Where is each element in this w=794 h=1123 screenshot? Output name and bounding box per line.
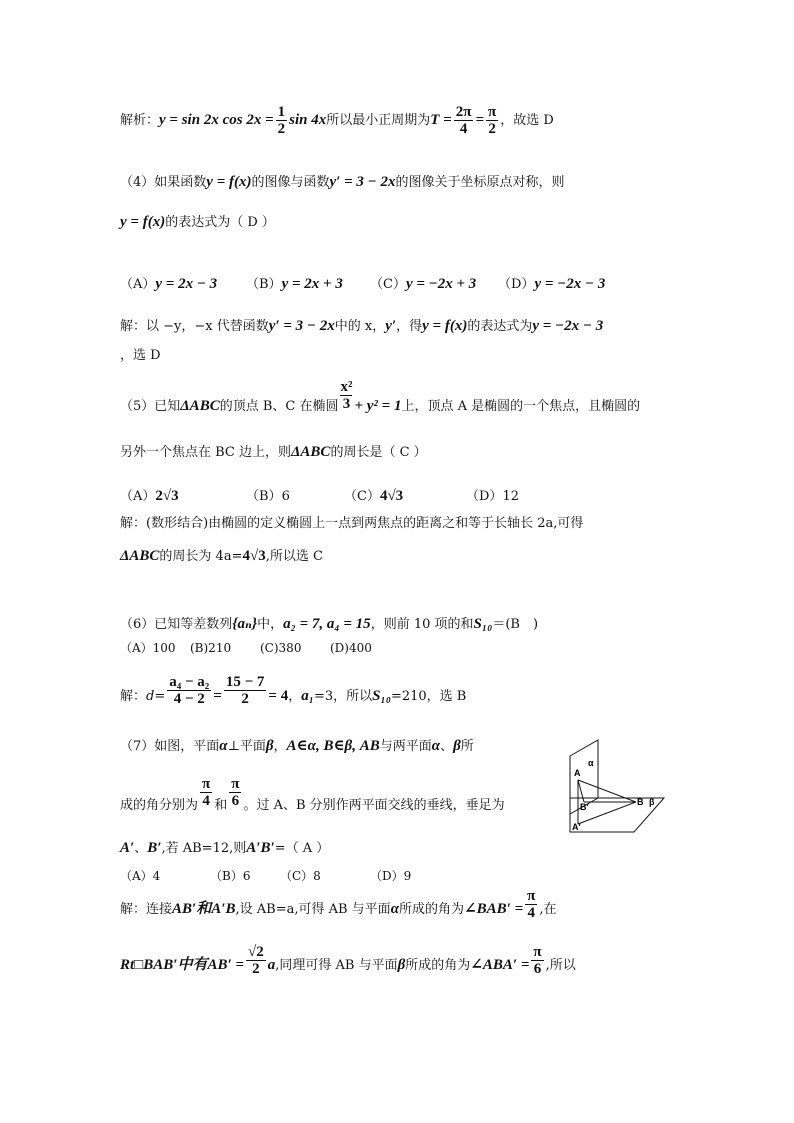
label-b: B bbox=[637, 797, 644, 807]
numerator: x² bbox=[340, 379, 353, 395]
option-label: （B） bbox=[246, 489, 282, 504]
fraction bbox=[454, 104, 474, 137]
text: （4）如果函数 bbox=[120, 175, 207, 190]
denominator: 4 bbox=[202, 793, 210, 809]
question-5-options bbox=[120, 486, 519, 507]
question-5-line-2 bbox=[120, 442, 427, 463]
option-label: （A） bbox=[120, 277, 156, 292]
option-label: （C） bbox=[344, 489, 380, 504]
solution-5-line-2 bbox=[120, 546, 323, 567]
numerator: π bbox=[202, 776, 211, 792]
formula: {aₙ} bbox=[232, 616, 258, 632]
label-a: A bbox=[574, 768, 581, 778]
text: 成的角分别为 bbox=[120, 798, 199, 813]
option-label: （B） bbox=[246, 277, 282, 292]
text: ，选 D bbox=[120, 348, 161, 363]
option-c: (C)380 bbox=[260, 641, 302, 655]
option-expr: y = 2x − 3 bbox=[155, 276, 218, 292]
numerator: 15 − 7 bbox=[225, 674, 265, 690]
numerator: a₄ − a₂ bbox=[169, 674, 210, 690]
fraction bbox=[340, 379, 352, 412]
text: 所 bbox=[460, 739, 474, 754]
solution-7-line-1 bbox=[120, 888, 557, 921]
denominator: 6 bbox=[231, 793, 240, 809]
text: 、 bbox=[440, 739, 454, 754]
solution-3 bbox=[120, 104, 554, 137]
text: ,所以 bbox=[545, 958, 576, 973]
text: ，则前 10 项的和 bbox=[370, 617, 474, 632]
option-label: （A） bbox=[120, 489, 156, 504]
option-b bbox=[246, 487, 344, 507]
text: （6）已知等差数列 bbox=[120, 617, 233, 632]
numerator: 2π bbox=[455, 104, 472, 120]
question-4-options bbox=[120, 274, 605, 295]
option-label: （D） bbox=[498, 277, 535, 292]
solution-5-line-1 bbox=[120, 514, 583, 534]
text: ,若 AB=12,则 bbox=[161, 841, 247, 856]
fraction bbox=[200, 776, 212, 809]
option-expr: 4√3 bbox=[379, 488, 404, 504]
option-b: （B）6 bbox=[210, 869, 251, 883]
question-7-line-1 bbox=[120, 736, 474, 757]
text: 解：连接 bbox=[120, 902, 173, 917]
option-d: （D）9 bbox=[370, 869, 412, 883]
text: （5）已知 bbox=[120, 399, 181, 414]
option-expr: 6 bbox=[281, 489, 290, 504]
text: d= bbox=[146, 689, 166, 704]
formula: y = f(x) bbox=[206, 174, 252, 190]
formula: A′B′ bbox=[246, 840, 275, 856]
formula: y′ bbox=[385, 318, 397, 334]
denominator: 2 bbox=[241, 691, 249, 707]
option-a bbox=[120, 486, 246, 507]
text: 中， bbox=[257, 617, 284, 632]
text: 另外一个焦点在 BC 边上，则 bbox=[120, 445, 292, 460]
numerator: 1 bbox=[277, 104, 286, 120]
text: ,设 AB=a,可得 AB 与平面 bbox=[235, 902, 391, 917]
formula: α bbox=[431, 738, 441, 754]
fraction bbox=[486, 104, 498, 137]
solution-label: 解析： bbox=[120, 113, 160, 128]
numerator: π bbox=[533, 944, 542, 960]
option-c: （C）8 bbox=[280, 869, 321, 883]
text: ， bbox=[273, 739, 287, 754]
fraction bbox=[276, 104, 288, 137]
formula: sin 4x bbox=[289, 112, 327, 128]
formula: y = −2x − 3 bbox=[532, 318, 604, 334]
equals: = bbox=[213, 688, 222, 704]
fraction bbox=[224, 674, 267, 707]
option-a bbox=[120, 274, 246, 295]
denominator: 6 bbox=[533, 961, 542, 977]
text: 所成的角为 bbox=[399, 902, 465, 917]
text: ，故选 D bbox=[500, 113, 554, 128]
option-d bbox=[498, 274, 605, 295]
question-4-line-2 bbox=[120, 212, 275, 233]
option-b: (B)210 bbox=[190, 641, 232, 655]
text: 的图像与函数 bbox=[251, 175, 330, 190]
option-d: (D)400 bbox=[330, 641, 372, 655]
equals: = bbox=[475, 112, 484, 128]
solution-4-line-1 bbox=[120, 316, 603, 337]
option-c bbox=[344, 486, 466, 507]
denominator: 3 bbox=[340, 395, 352, 412]
text: 、 bbox=[134, 841, 148, 856]
option-d bbox=[466, 487, 519, 507]
formula: β bbox=[265, 738, 274, 754]
text: ,在 bbox=[539, 902, 557, 917]
question-5-line-1 bbox=[120, 379, 641, 417]
text: 的周长是（ C ） bbox=[330, 445, 427, 460]
question-7-options bbox=[120, 866, 411, 886]
option-expr: y = −2x + 3 bbox=[405, 276, 477, 292]
numerator: π bbox=[527, 888, 536, 904]
formula: y = sin 2x cos 2x = bbox=[159, 112, 274, 128]
numerator: π bbox=[231, 776, 240, 792]
denominator: 2 bbox=[277, 121, 286, 137]
formula: β bbox=[397, 957, 406, 973]
segment-ab bbox=[578, 780, 636, 802]
text: 上，顶点 A 是椭圆的一个焦点，且椭圆的 bbox=[401, 399, 641, 414]
denominator: 4 − 2 bbox=[173, 691, 205, 707]
formula: T = bbox=[430, 112, 452, 128]
segment-ab2 bbox=[578, 780, 584, 802]
text: ,所以选 C bbox=[265, 549, 323, 564]
question-7-line-2 bbox=[120, 776, 505, 816]
text: ，得 bbox=[396, 319, 423, 334]
question-6-options bbox=[120, 638, 372, 658]
text: 所以最小正周期为 bbox=[326, 113, 431, 128]
solution-6 bbox=[120, 674, 467, 707]
text: 解：以 −y，−x 代替函数 bbox=[120, 319, 269, 334]
formula: y = f(x) bbox=[422, 318, 468, 334]
text: 解：(数形结合)由椭圆的定义椭圆上一点到两焦点的距离之和等于长轴长 2a,可得 bbox=[120, 516, 584, 531]
fraction bbox=[229, 776, 241, 809]
fraction bbox=[531, 944, 543, 977]
option-expr: 12 bbox=[502, 489, 519, 504]
text: 中的 x， bbox=[334, 319, 386, 334]
option-a: （A）4 bbox=[120, 869, 161, 883]
numerator: √2 bbox=[248, 944, 264, 960]
formula: S₁₀ bbox=[372, 688, 391, 704]
formula: ΔABC bbox=[291, 444, 331, 460]
denominator: 4 bbox=[459, 121, 468, 137]
fraction bbox=[525, 888, 537, 921]
formula: B′ bbox=[147, 840, 162, 856]
option-a: （A）100 bbox=[120, 641, 176, 655]
text: ⊥平面 bbox=[227, 739, 266, 754]
option-expr: y = −2x − 3 bbox=[534, 276, 606, 292]
formula: ∠ABA′ = bbox=[470, 957, 530, 973]
text: 和 bbox=[214, 798, 228, 813]
formula: ΔABC bbox=[120, 548, 160, 564]
formula: y = f(x) bbox=[120, 214, 166, 230]
text: ＝(B ) bbox=[492, 617, 539, 632]
text: =210，选 B bbox=[390, 689, 467, 704]
solution-7-line-2 bbox=[120, 944, 576, 977]
formula: α bbox=[219, 738, 228, 754]
formula: β bbox=[453, 738, 461, 754]
text: 。过 A、B 分别作两平面交线的垂线，垂足为 bbox=[243, 798, 505, 813]
label-a-prime: A′ bbox=[572, 822, 581, 832]
question-7-line-3 bbox=[120, 838, 329, 859]
option-label: （D） bbox=[466, 489, 503, 504]
text: ,同理可得 AB 与平面 bbox=[275, 958, 398, 973]
text: =3，所以 bbox=[313, 689, 373, 704]
denominator: 2 bbox=[252, 961, 260, 977]
solution-4-line-2 bbox=[120, 346, 161, 366]
formula: a₂ = 7, a₄ = 15 bbox=[283, 616, 371, 632]
text: 的表达式为 bbox=[467, 319, 533, 334]
formula: Rt□BAB′中有AB′ = bbox=[120, 957, 244, 973]
option-c bbox=[370, 274, 498, 295]
denominator: 4 bbox=[527, 905, 535, 921]
formula: A∈α, B∈β, AB bbox=[286, 738, 380, 754]
formula: a bbox=[267, 957, 276, 973]
text: （7）如图，平面 bbox=[120, 739, 220, 754]
formula: = 4 bbox=[268, 688, 289, 704]
formula: ΔABC bbox=[180, 398, 220, 414]
text: 与两平面 bbox=[379, 739, 432, 754]
text: 所成的角为 bbox=[405, 958, 471, 973]
numerator: π bbox=[488, 104, 497, 120]
text: 的周长为 4a= bbox=[159, 549, 243, 564]
formula: y′ = 3 − 2x bbox=[268, 318, 335, 334]
formula: 4√3 bbox=[242, 548, 266, 564]
text: =（ A ） bbox=[274, 841, 330, 856]
formula: y′ = 3 − 2x bbox=[329, 174, 396, 190]
formula: A′ bbox=[120, 840, 135, 856]
option-label: （C） bbox=[370, 277, 406, 292]
planes-figure bbox=[552, 738, 672, 838]
formula: + y² = 1 bbox=[354, 398, 402, 414]
formula: AB′和A′B bbox=[172, 901, 236, 917]
label-beta: β bbox=[649, 797, 655, 807]
label-b-prime: B′ bbox=[580, 802, 589, 812]
denominator: 2 bbox=[488, 121, 496, 137]
label-alpha: α bbox=[588, 758, 594, 768]
text: 的图像关于坐标原点对称，则 bbox=[395, 175, 565, 190]
option-expr: y = 2x + 3 bbox=[281, 276, 343, 292]
formula: ∠BAB′ = bbox=[464, 901, 524, 917]
formula: S₁₀ bbox=[473, 616, 493, 632]
text: 解： bbox=[120, 689, 147, 704]
question-6-line-1 bbox=[120, 614, 538, 635]
formula: α bbox=[390, 901, 399, 917]
text: 的顶点 B、C 在椭圆 bbox=[219, 399, 339, 414]
question-4-line-1 bbox=[120, 172, 565, 193]
fraction bbox=[246, 944, 266, 977]
text: ， bbox=[288, 689, 302, 704]
formula: a₁ bbox=[301, 688, 314, 704]
option-b bbox=[246, 274, 370, 295]
text: 的表达式为（ D ） bbox=[165, 215, 275, 230]
fraction bbox=[167, 674, 211, 707]
option-expr: 2√3 bbox=[155, 488, 179, 504]
